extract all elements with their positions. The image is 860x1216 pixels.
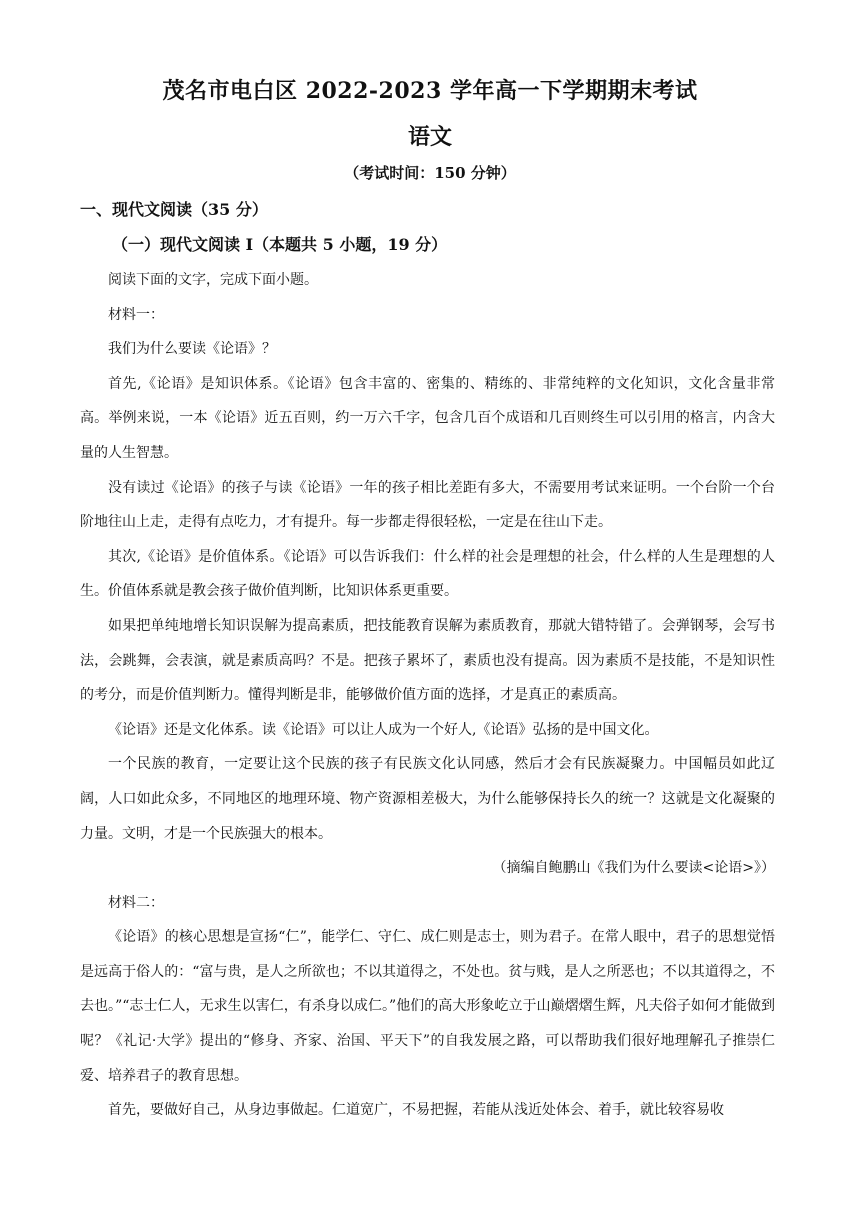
- material-one-label: 材料一：: [108, 306, 164, 323]
- exam-title: 茂名市电白区 2022-2023 学年高一下学期期末考试: [162, 78, 698, 104]
- passage-paragraph: 我们为什么要读《论语》？: [108, 341, 276, 358]
- passage-paragraph: 一个民族的教育，一定要让这个民族的孩子有民族文化认同感，然后才会有民族凝聚力。中国幅员如此辽阔，人口如此众多，不同地区的地理环境、物产资源相差极大，为什么能够保持长久的统一？这就是文化凝聚的力量。文明，才是一个民族强大的根本。: [80, 756, 775, 842]
- subsection-heading: （一）现代文阅读 I（本题共 5 小题，19 分）: [112, 235, 448, 254]
- passage-paragraph: 没有读过《论语》的孩子与读《论语》一年的孩子相比差距有多大，不需要用考试来证明。一个台阶一个台阶地往山上走，走得有点吃力，才有提升。每一步都走得很轻松，一定是在往山下走。: [80, 479, 775, 531]
- instruction-paragraph: 阅读下面的文字，完成下面小题。: [108, 272, 318, 288]
- passage-paragraph: 《论语》还是文化体系。读《论语》可以让人成为一个好人,《论语》弘扬的是中国文化。: [108, 721, 659, 738]
- reading-passage: [80, 263, 775, 1128]
- source-citation: （摘编自鲍鹏山《我们为什么要读<论语>》）: [492, 860, 775, 877]
- passage-paragraph: 《论语》的核心思想是宣扬“仁”，能学仁、守仁、成仁则是志士，则为君子。在常人眼中，君子的思想觉悟是远高于俗人的：“富与贵，是人之所欲也；不以其道得之，不处也。贫与贱，是人之所恶也；不以其道得之，不去也。”“志士仁人，无求生以害仁，有杀身以成仁。”他们的高大形象屹立于山巅熠熠生辉，凡夫俗子如何才能做到呢？《礼记·大学》提出的“修身、齐家、治国、平天下”的自我发展之路，可以帮助我们很好地理解孔子推崇仁爱、培养君子的教育思想。: [80, 929, 775, 1084]
- passage-paragraph: 首先，要做好自己，从身边事做起。仁道宽广，不易把握，若能从浅近处体会、着手，就比较容易收: [108, 1102, 724, 1119]
- exam-time-note: （考试时间：150 分钟）: [344, 164, 516, 182]
- section-heading: 一、现代文阅读（35 分）: [80, 200, 268, 219]
- material-two-label: 材料二：: [108, 894, 164, 911]
- passage-paragraph: 其次,《论语》是价值体系。《论语》可以告诉我们：什么样的社会是理想的社会，什么样的人生是理想的人生。价值体系就是教会孩子做价值判断，比知识体系更重要。: [80, 548, 775, 600]
- subject-title: 语文: [407, 124, 452, 150]
- passage-paragraph: 如果把单纯地增长知识误解为提高素质，把技能教育误解为素质教育，那就大错特错了。会弹钢琴，会写书法，会跳舞，会表演，就是素质高吗？不是。把孩子累坏了，素质也没有提高。因为素质不是技能，不是知识性的考分，而是价值判断力。懂得判断是非，能够做价值方面的选择，才是真正的素质高。: [80, 617, 775, 704]
- passage-paragraph: 首先,《论语》是知识体系。《论语》包含丰富的、密集的、精练的、非常纯粹的文化知识，文化含量非常高。举例来说，一本《论语》近五百则，约一万六千字，包含几百个成语和几百则终生可以引用的格言，内含大量的人生智慧。: [80, 375, 775, 461]
